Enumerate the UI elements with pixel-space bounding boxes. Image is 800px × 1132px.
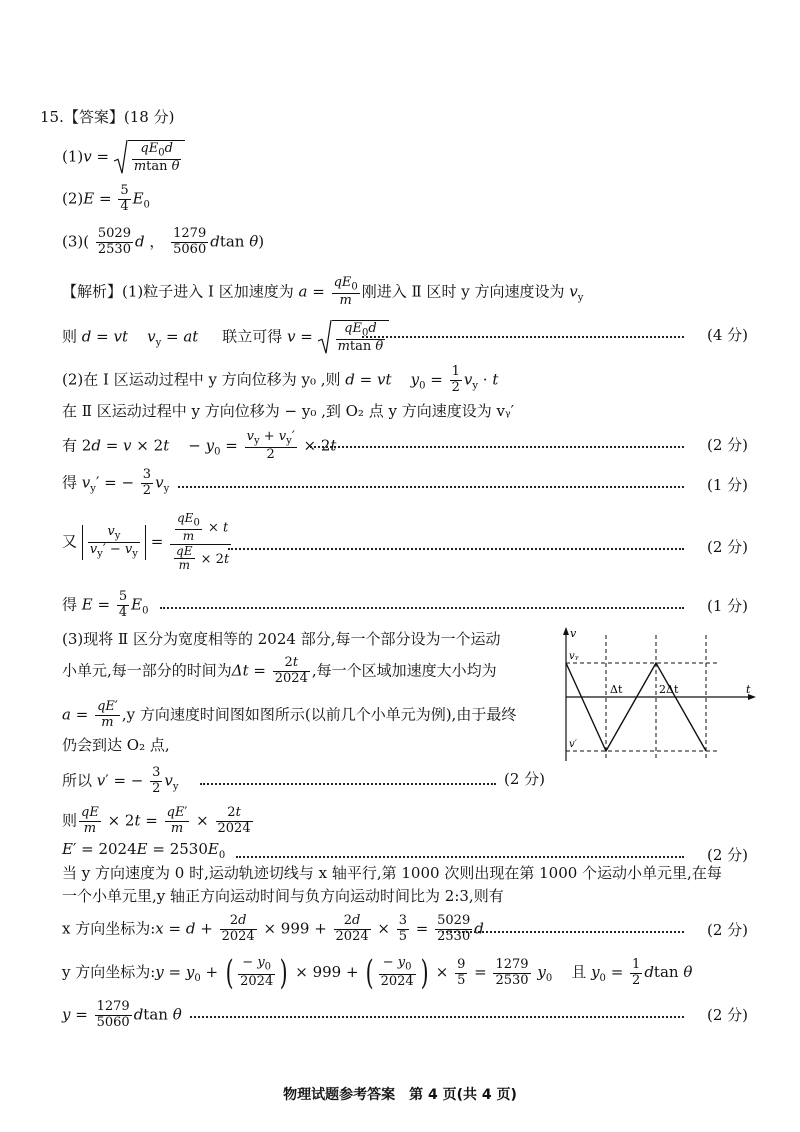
axis-t-label: t (746, 683, 751, 696)
dt-label: Δt (610, 683, 623, 696)
analysis-p3-line6: 则 $\frac{qE}{m}$ × 2t = $\frac{qE'}{m}$ × $\frac{2t}{2024}$ (62, 805, 251, 836)
v-axis-arrow (563, 627, 569, 635)
score: (1 分) (706, 476, 748, 494)
analysis-p2: (2)在 Ⅰ 区运动过程中 y 方向位移为 y₀ ,则 d = vt $y_0$ = $\frac{1}{2}$ $v_y \cdot t$ (62, 364, 499, 395)
analysis-p3-line9: 一个小单元里,y 轴正方向运动时间与负方向运动时间比为 2:3,则有 (62, 887, 504, 905)
score: (2 分) (706, 436, 748, 454)
analysis-p2b: 在 Ⅱ 区运动过程中 y 方向位移为 − y₀ ,到 O₂ 点 y 方向速度设为 vᵧ′ (62, 402, 515, 420)
analysis-p2d: 得 $v_y'$ = − $\frac{3}{2}$ $v_y$ (62, 467, 170, 498)
analysis-p1: 【解析】(1)粒子进入 Ⅰ 区加速度为 a = $\frac{qE_0}{m}$ 刚进入 Ⅱ 区时 y 方向速度设为 $v_y$ (62, 275, 584, 309)
y-final-line: y = $\frac{1279}{5060}$ dtan θ (62, 999, 182, 1030)
leader-dots (362, 336, 684, 338)
answer-label: 【答案】 (63, 108, 124, 126)
leader-dots (178, 486, 684, 488)
leader-dots (236, 856, 684, 858)
answer-2: (2)E = $\frac{5}{4}$ $E_0$ (62, 183, 150, 214)
answer-1: (1)v = $\frac{qE_0d}{\text{mtan θ}}$ (62, 140, 185, 175)
analysis-p2c: 有 2d = v × 2t − $y_0$ = $\frac{v_y + v_y'}{2}$ × 2t (62, 429, 337, 463)
analysis-p3-line1: (3)现将 Ⅱ 区分为宽度相等的 2024 部分,每一个部分设为一个运动 (62, 630, 501, 648)
velocity-time-graph (560, 625, 760, 765)
analysis-p3-line8: 当 y 方向速度为 0 时,运动轨迹切线与 x 轴平行,第 1000 次则出现在第 1000 个运动小单元里,在每 (62, 864, 722, 882)
page-footer: 物理试题参考答案 第 4 页(共 4 页) (283, 1087, 517, 1103)
analysis-p3-line5: 所以 v′ = − $\frac{3}{2}$ $v_y$ (62, 765, 179, 796)
leader-dots (160, 607, 684, 609)
total-score: (18 分) (123, 108, 175, 126)
analysis-p3-line3: a = $\frac{qE'}{m}$ ,y 方向速度时间图如图所示(以前几个小单元为例),由于最终 (62, 699, 517, 730)
x-coordinate-line: x 方向坐标为:x = d + $\frac{2d}{2024}$ × 999 + $\frac{2d}{2024}$ × $\frac{3}{5}$ = $\frac{5029}{2530}$ d (62, 913, 484, 944)
2dt-label: 2Δt (659, 683, 679, 696)
analysis-p1b: 则 d = vt $v_y$ = at 联立可得 v = $\frac{qE_0d}{\text{mtan θ}}$ (62, 320, 389, 355)
leader-dots (442, 931, 684, 933)
axis-v-label: v (570, 627, 577, 640)
leader-dots (228, 548, 684, 550)
analysis-p2e: 又 $\frac{v_y}{v_y' - v_y}$ = $\frac{qE_0}{m}$ × t $\frac{qE}{m}$ × 2t (62, 511, 230, 573)
leader-dots (310, 446, 684, 448)
analysis-p2f: 得 E = $\frac{5}{4}$ $E_0$ (62, 589, 149, 620)
score: (2 分) (706, 1006, 748, 1024)
score: (2 分) (706, 538, 748, 556)
question-header (40, 110, 174, 125)
analysis-p3-line2: 小单元,每一部分的时间为Δt = $\frac{2t}{2024}$ ,每一个区域加速度大小均为 (62, 655, 497, 686)
score: (4 分) (706, 326, 748, 344)
question-number: 15. (40, 108, 64, 126)
leader-dots (190, 1016, 684, 1018)
velocity-curve (566, 663, 706, 751)
score: (2 分) (706, 846, 748, 864)
vy-label: vᵧ (569, 651, 579, 662)
score: (1 分) (706, 597, 748, 615)
analysis-p3-line7: $E' = 2024E = 2530E_0$ (62, 840, 226, 861)
analysis-p3-line4: 仍会到达 O₂ 点, (62, 736, 170, 754)
answer-3: (3)( $\frac{5029}{2530}$ d ， $\frac{1279}{5060}$ dtan θ) (62, 226, 265, 257)
y-coordinate-line: y 方向坐标为:y = $y_0$ + ( $\frac{- y_0}{2024}$ ) × 999 + ( $\frac{- y_0}{2024}$ ) × $\frac{9}{5}$ = $\frac{1279}{2530}$ $y_0$ 且 $y_0$ = $\frac{1}{2}$ dtan θ (62, 953, 693, 993)
sqrt-expression: $\frac{qE_0d}{\text{mtan θ}}$ (114, 140, 186, 175)
score: (2 分) (706, 921, 748, 939)
leader-dots (200, 783, 496, 785)
score: (2 分) (504, 770, 546, 788)
vprime-label: v′ (569, 739, 577, 750)
